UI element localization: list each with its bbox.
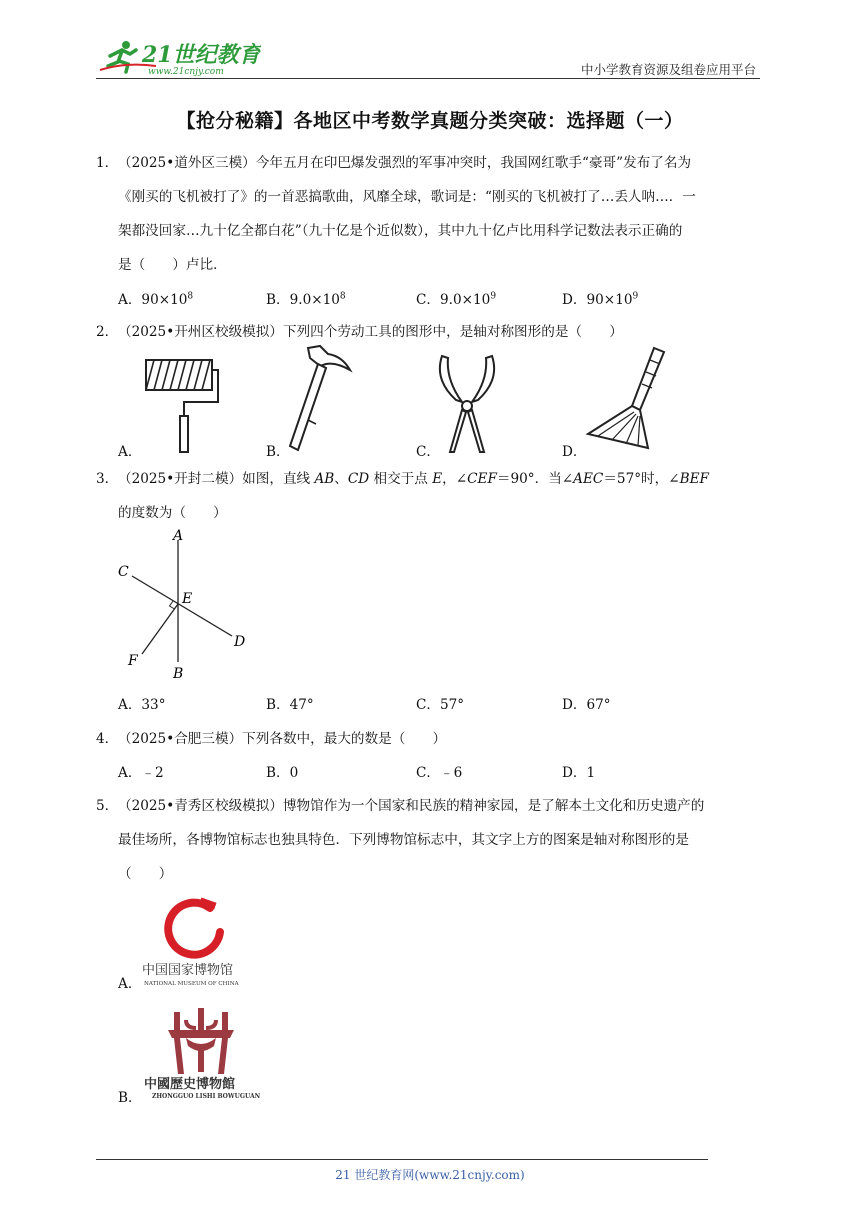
museum-b-en-name: ZHONGGUO LISHI BOWUGUAN [152,1093,260,1100]
question-5-option-b: B． [118,1090,142,1106]
question-4-option-c: C．﹣6 [416,765,463,781]
option-exponent: 8 [339,291,346,302]
option-base: 90×10 [586,292,633,308]
history-museum-logo [140,1008,260,1100]
question-1-line-2: 《刚买的飞机被打了》的一首恶搞歌曲，风靡全球，歌词是：“刚买的飞机被打了…丢人呐…．一 [118,189,696,205]
var-bef: BEF [679,471,709,487]
label-e: E [182,591,193,607]
question-1-number: 1． [96,155,119,171]
site-logo [96,36,261,78]
question-2-option-b: B． [266,444,290,460]
national-museum-logo [140,892,250,990]
question-4-option-a: A．﹣2 [118,765,164,781]
footer-divider [96,1159,708,1160]
label-b: B [173,666,184,682]
option-label: C． [416,292,440,308]
question-1-line-4: 是（ ）卢比． [118,257,227,273]
label-d: D [234,634,246,650]
question-5-line-3: （ ） [118,866,173,882]
museum-a-cn-name: 中国国家博物馆 [142,963,234,978]
question-3-number: 3． [96,471,119,487]
question-2-option-a: A． [118,444,142,460]
right-angle-mark [170,601,175,609]
label-c: C [118,564,129,580]
pliers-icon [432,350,502,456]
question-5-line-1: （2025•青秀区校级模拟）博物馆作为一个国家和民族的精神家园，是了解本土文化和历史遗产的 [118,798,705,814]
geometry-figure [112,526,262,682]
question-3-option-b: B．47° [266,697,314,713]
header-platform-text: 中小学教育资源及组卷应用平台 [580,62,756,77]
option-label: D． [562,292,587,308]
text-segment: ＝90°．当∠ [496,471,574,487]
question-1-option-a [118,288,193,308]
text-segment: 相交于点 [369,471,433,487]
question-1-line-1: （2025•道外区三模）今年五月在印巴爆发强烈的军事冲突时，我国网红歌手“豪哥”发布了名为 [118,155,692,171]
question-2-option-d: D． [562,444,587,460]
footer-site-link[interactable]: 21 世纪教育网(www.21cnjy.com) [335,1168,525,1182]
page-title: 【抢分秘籍】各地区中考数学真题分类突破：选择题（一） [176,110,684,132]
broom-icon [584,344,674,454]
question-5-number: 5． [96,798,119,814]
option-base: 90×10 [141,292,188,308]
question-2-option-c: C． [416,444,440,460]
question-1-option-c [416,288,496,308]
option-base: 9.0×10 [440,292,491,308]
question-4-line-1: （2025•合肥三模）下列各数中，最大的数是（ ） [118,731,447,747]
question-1-line-3: 架都没回家…九十亿全都白花”（九十亿是个近似数），其中九十亿卢比用科学记数法表示正确的 [118,223,683,239]
question-4-option-b: B．0 [266,765,299,781]
header-divider [96,78,760,79]
question-1-option-d [562,288,638,308]
label-f: F [128,653,138,669]
question-5-line-2: 最佳场所，各博物馆标志也独具特色．下列博物馆标志中，其文字上方的图案是轴对称图形的是 [118,832,689,848]
text-segment: ＝57°时，∠ [603,471,680,487]
option-label: A． [118,292,142,308]
text-segment: ，∠ [442,471,468,487]
question-3-line-1 [118,467,709,487]
text-segment: （2025•开封二模）如图，直线 [118,471,315,487]
option-label: B． [266,292,290,308]
option-exponent: 9 [490,291,497,302]
question-3-option-c: C．57° [416,697,465,713]
museum-a-en-name: NATIONAL MUSEUM OF CHINA [144,981,239,987]
question-3-option-a: A．33° [118,697,166,713]
question-4-option-d: D．1 [562,765,596,781]
hammer-icon [284,344,356,456]
text-segment: 、 [334,471,348,487]
option-exponent: 9 [632,291,639,302]
var-cef: CEF [467,471,497,487]
question-2-line-1: （2025•开州区校级模拟）下列四个劳动工具的图形中，是轴对称图形的是（ ） [118,324,623,340]
option-exponent: 8 [187,291,194,302]
ray-ef [142,604,178,654]
question-5-option-a: A． [118,976,142,992]
var-e: E [432,471,443,487]
var-aec: AEC [573,471,604,487]
question-1-option-b [266,288,346,308]
question-3-option-d: D．67° [562,697,611,713]
logo-text: 21世纪教育 [142,42,261,68]
museum-b-cn-name: 中國歷史博物館 [144,1077,236,1092]
option-base: 9.0×10 [289,292,340,308]
question-4-number: 4． [96,731,119,747]
var-cd: CD [347,471,370,487]
logo-url: www.21cnjy.com [148,67,224,77]
paint-roller-icon [140,350,222,456]
question-3-line-2: 的度数为（ ） [118,505,227,521]
var-ab: AB [314,471,335,487]
question-2-number: 2． [96,324,119,340]
label-a: A [173,528,184,544]
